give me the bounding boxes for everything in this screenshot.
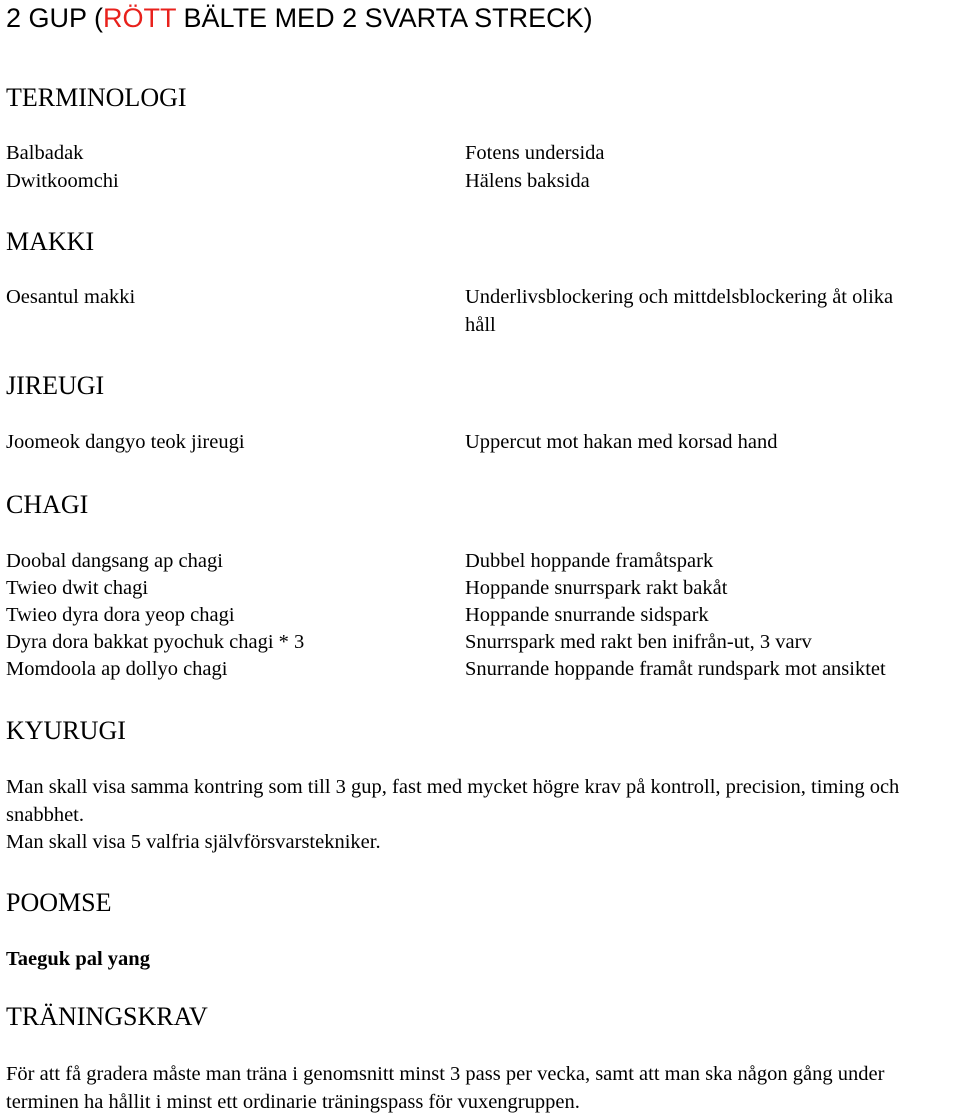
term-oesantul-makki: Oesantul makki [6, 286, 136, 308]
chagi-term: Dyra dora bakkat pyochuk chagi * 3 [6, 631, 305, 653]
heading-kyurugi: KYURUGI [6, 716, 126, 745]
title-prefix: 2 GUP ( [6, 3, 104, 33]
chagi-desc: Snurrspark med rakt ben inifrån-ut, 3 varv [465, 631, 812, 653]
heading-terminologi: TERMINOLOGI [6, 83, 187, 112]
desc-joomeok: Uppercut mot hakan med korsad hand [465, 431, 778, 453]
chagi-term: Momdoola ap dollyo chagi [6, 658, 228, 680]
traningskrav-paragraph: För att få gradera måste man träna i genomsnitt minst 3 pass per vecka, samt att man ska någon gång under terminen ha hållit i minst ett ordinarie träningspass för vuxengruppen. [6, 1063, 885, 1113]
title-highlight: RÖTT [103, 3, 177, 33]
chagi-desc: Snurrande hoppande framåt rundspark mot ansiktet [465, 658, 886, 680]
heading-jireugi: JIREUGI [6, 371, 105, 400]
kyurugi-paragraph-2: Man skall visa 5 valfria självförsvarstekniker. [6, 831, 381, 853]
chagi-term: Twieo dwit chagi [6, 577, 149, 599]
title-suffix: BÄLTE MED 2 SVARTA STRECK) [176, 3, 593, 33]
chagi-desc: Dubbel hoppande framåtspark [465, 550, 714, 572]
heading-makki: MAKKI [6, 227, 95, 256]
heading-chagi: CHAGI [6, 490, 89, 519]
kyurugi-paragraph-1: Man skall visa samma kontring som till 3 gup, fast med mycket högre krav på kontroll, precision, timing och snabbhet. [6, 776, 900, 826]
poomse-form: Taeguk pal yang [6, 948, 150, 970]
heading-poomse: POOMSE [6, 888, 112, 917]
desc-balbadak: Fotens undersida [465, 142, 605, 164]
chagi-desc: Hoppande snurrande sidspark [465, 604, 709, 626]
chagi-term: Twieo dyra dora yeop chagi [6, 604, 235, 626]
desc-dwitkoomchi: Hälens baksida [465, 170, 590, 192]
term-dwitkoomchi: Dwitkoomchi [6, 170, 119, 192]
chagi-desc: Hoppande snurrspark rakt bakåt [465, 577, 728, 599]
desc-oesantul-makki-line1: Underlivsblockering och mittdelsblockering åt olika [465, 286, 894, 308]
term-joomeok: Joomeok dangyo teok jireugi [6, 431, 245, 453]
desc-oesantul-makki-line2: håll [465, 314, 496, 336]
page-title [6, 3, 593, 34]
heading-traningskrav: TRÄNINGSKRAV [6, 1002, 208, 1031]
term-balbadak: Balbadak [6, 142, 84, 164]
chagi-term: Doobal dangsang ap chagi [6, 550, 223, 572]
